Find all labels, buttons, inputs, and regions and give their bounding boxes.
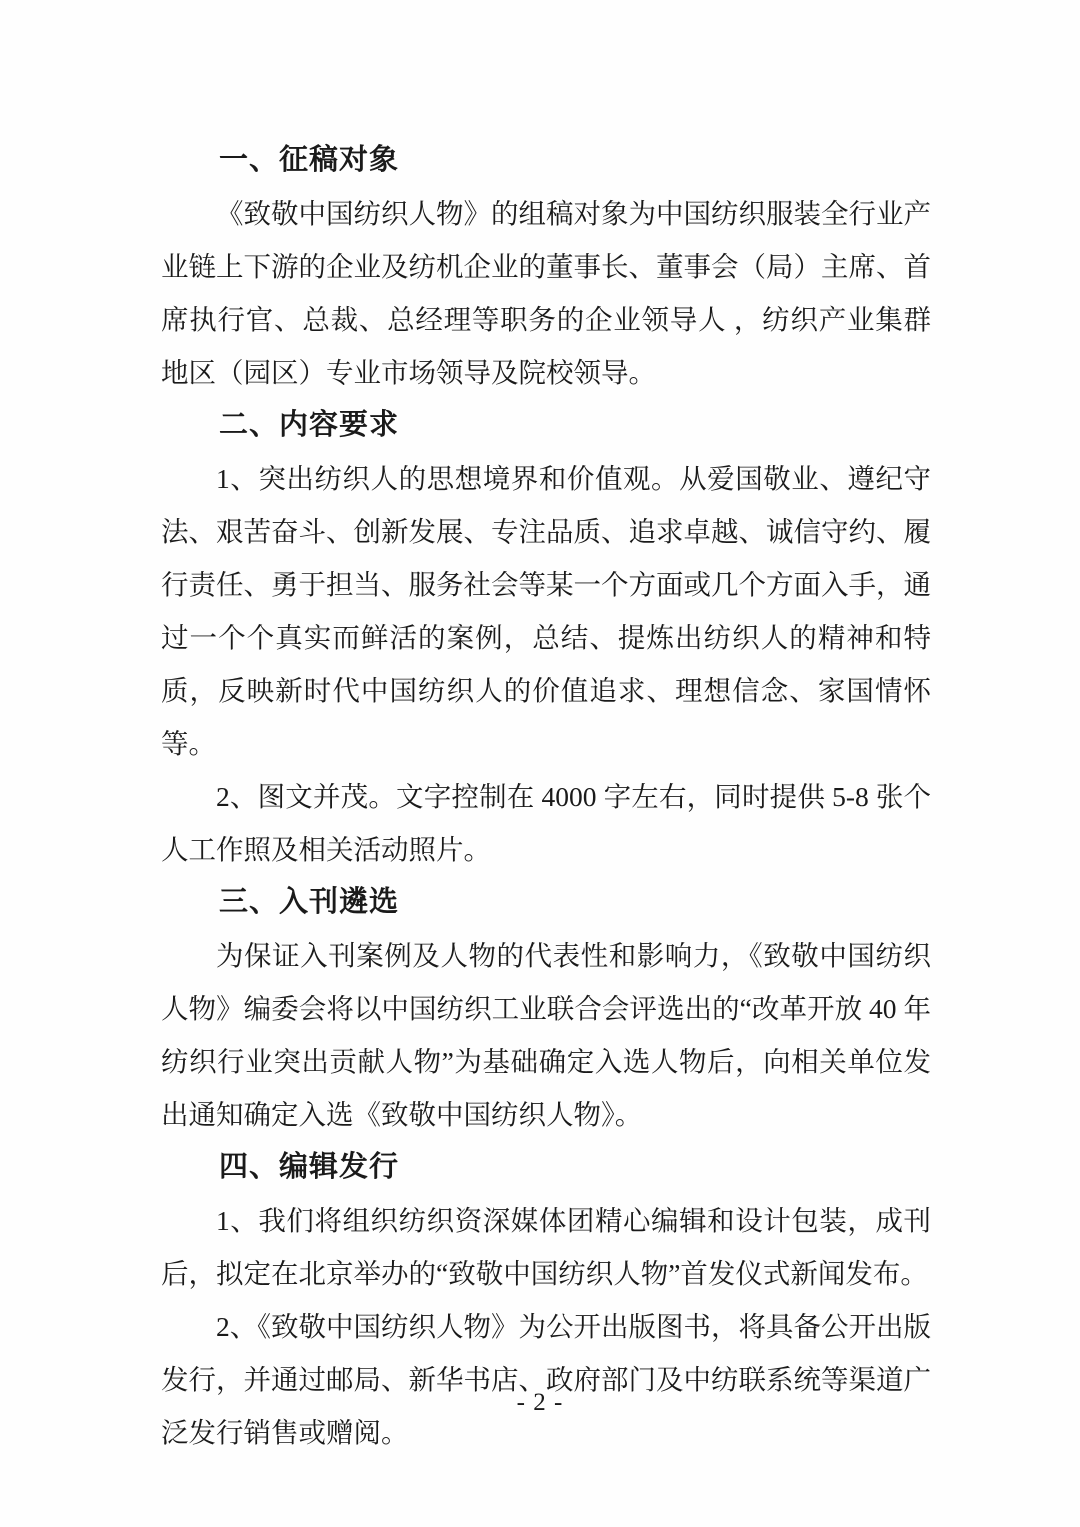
section-paragraphs (161, 1194, 931, 1459)
section-paragraphs (161, 187, 931, 399)
section-heading: 三、入刊遴选 (219, 886, 400, 918)
paragraph: 1、我们将组织纺织资深媒体团精心编辑和设计包装，成刊后，拟定在北京举办的“致敬中国纺织人物”首发仪式新闻发布。 (161, 1205, 931, 1289)
section-paragraphs (161, 929, 931, 1141)
paragraph: 1、突出纺织人的思想境界和价值观。从爱国敬业、遵纪守法、艰苦奋斗、创新发展、专注品质、追求卓越、诚信守约、履行责任、勇于担当、服务社会等某一个方面或几个方面入手，通过一个个真实而鲜活的案例，总结、提炼出纺织人的精神和特质，反映新时代中国纺织人的价值追求、理想信念、家国情怀等。 (161, 463, 931, 759)
document-section (161, 134, 931, 399)
paragraph: 2、《致敬中国纺织人物》为公开出版图书，将具备公开出版发行，并通过邮局、新华书店、政府部门及中纺联系统等渠道广泛发行销售或赠阅。 (161, 1311, 931, 1448)
section-paragraphs (161, 452, 931, 876)
paragraph: 《致敬中国纺织人物》的组稿对象为中国纺织服装全行业产业链上下游的企业及纺机企业的董事长、董事会（局）主席、首席执行官、总裁、总经理等职务的企业领导人 ，纺织产业集群地区（园区）专业市场领导及院校领导。 (161, 198, 931, 388)
paragraph: 2、图文并茂。文字控制在 4000 字左右，同时提供 5-8 张个人工作照及相关活动照片。 (161, 781, 931, 865)
section-heading: 二、内容要求 (219, 409, 400, 441)
document-section (161, 876, 931, 1141)
paragraph: 为保证入刊案例及人物的代表性和影响力，《致敬中国纺织人物》编委会将以中国纺织工业联合会评选出的“改革开放 40 年纺织行业突出贡献人物”为基础确定入选人物后，向相关单位发出通知确定入选《致敬中国纺织人物》。 (161, 940, 931, 1130)
page-number: - 2 - (516, 1389, 564, 1416)
section-heading: 四、编辑发行 (219, 1151, 400, 1183)
document-section (161, 399, 931, 876)
section-heading: 一、征稿对象 (219, 144, 400, 176)
document-body (161, 134, 931, 1459)
